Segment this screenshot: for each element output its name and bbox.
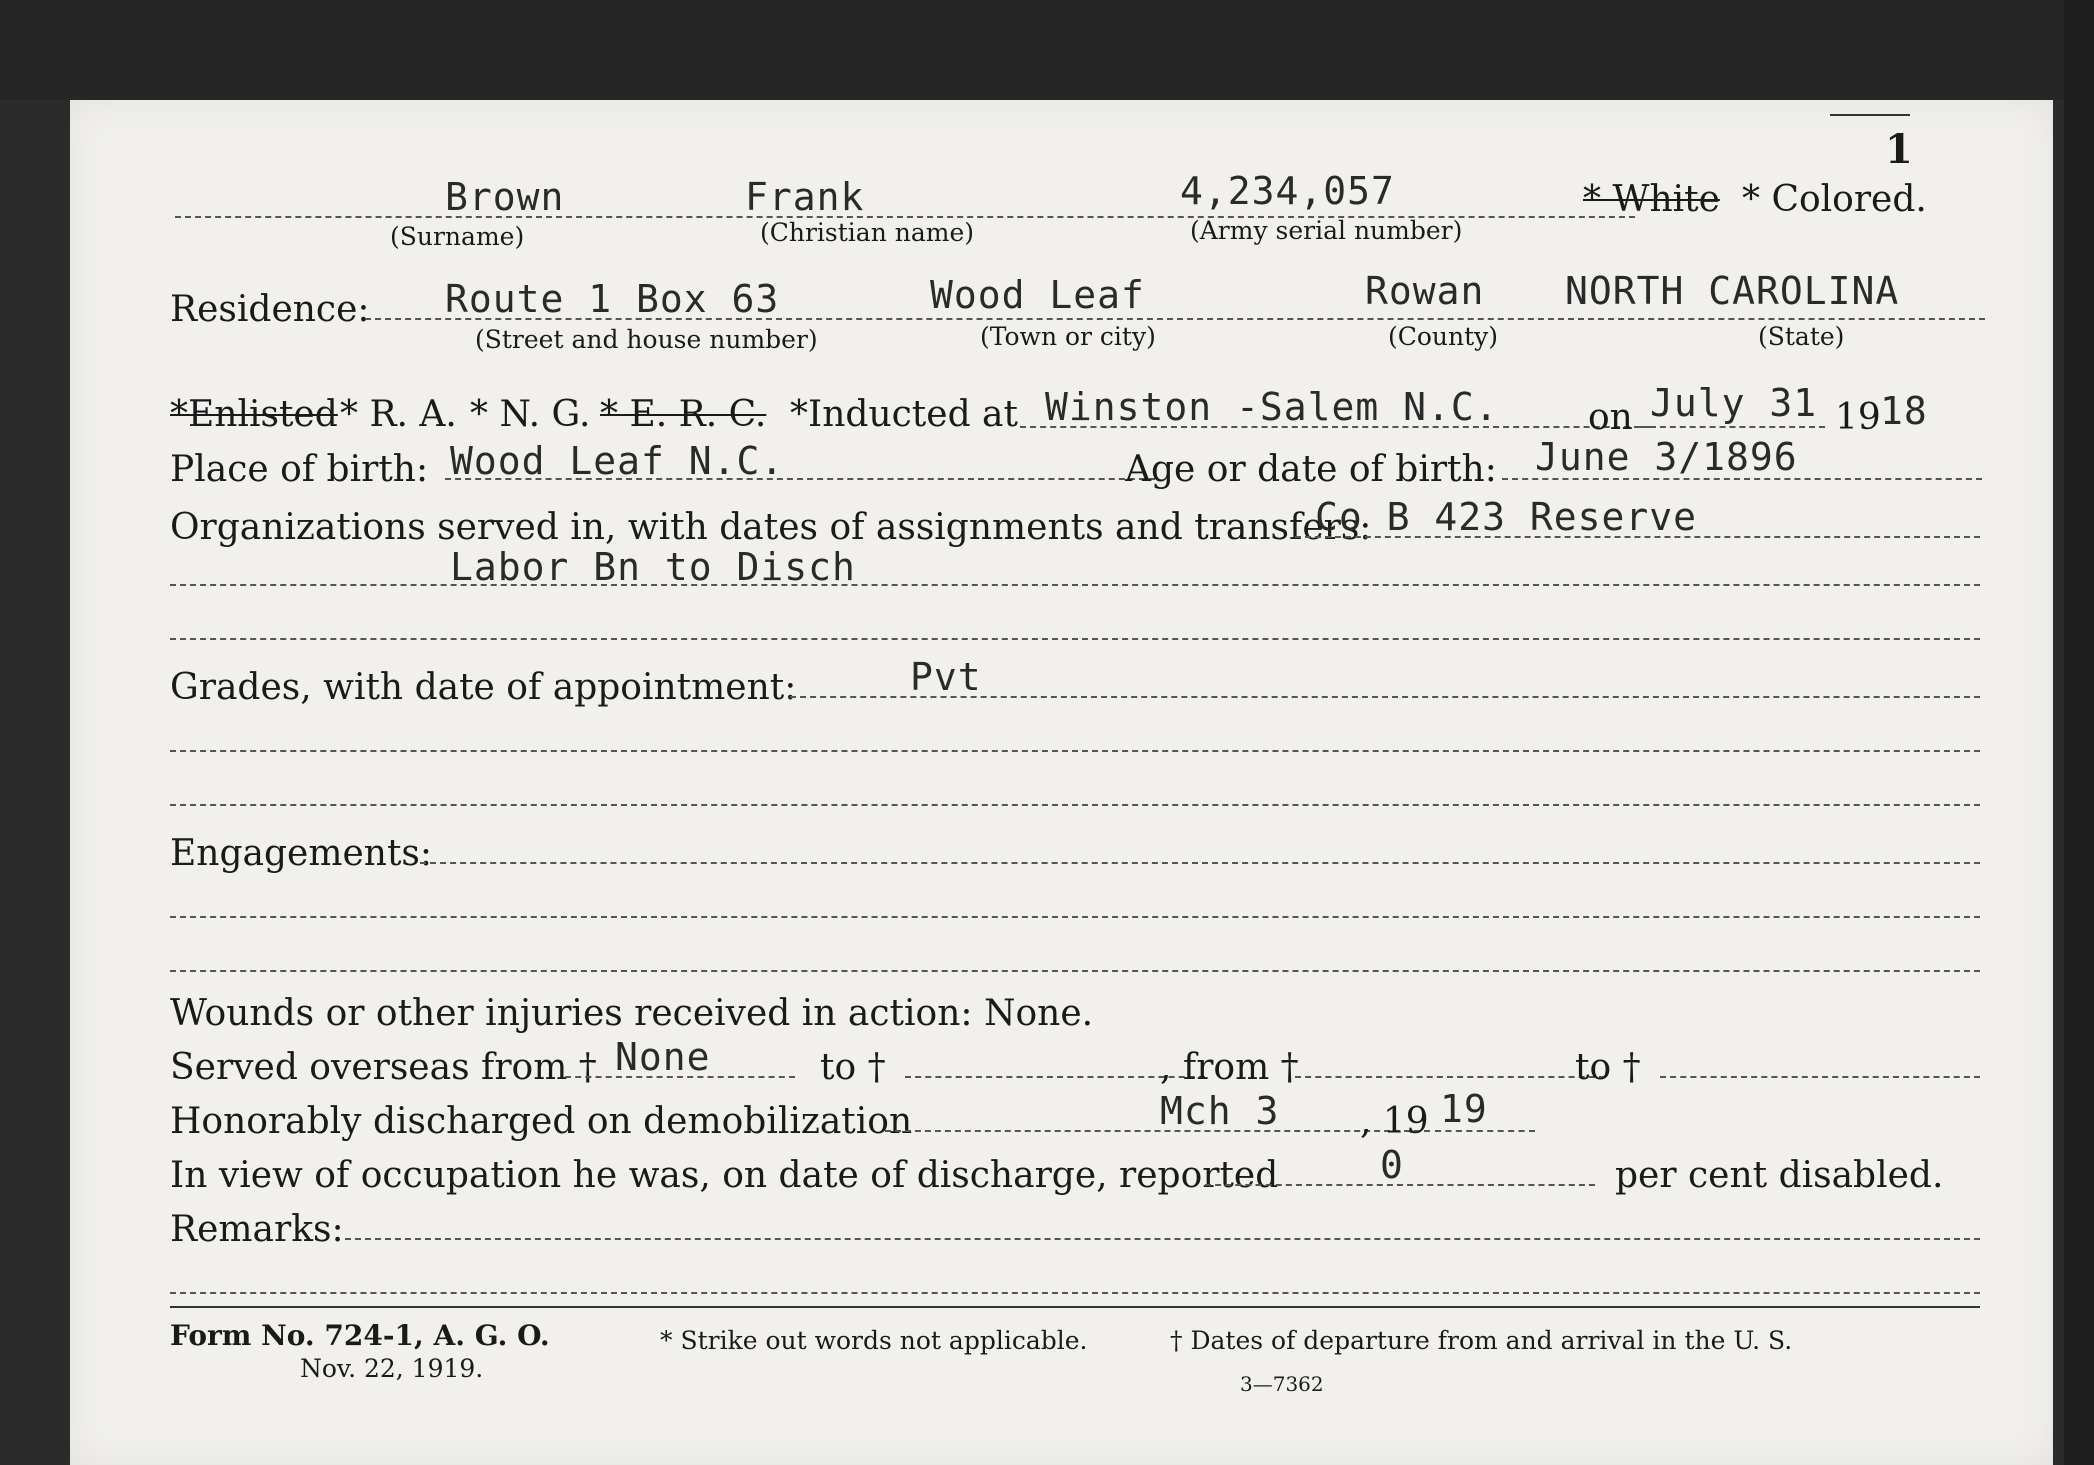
organizations-line-2: [170, 584, 1980, 586]
christian-name-value: Frank: [745, 175, 865, 219]
ra-label: * R. A.: [340, 394, 457, 435]
organizations-label: Organizations served in, with dates of assignments and transfers:: [170, 507, 1372, 548]
induction-year-value: 18: [1880, 389, 1928, 433]
surname-label: (Surname): [390, 222, 525, 251]
top-rule: [1830, 114, 1910, 116]
age-value: June 3/1896: [1535, 435, 1798, 479]
colored-label: * Colored.: [1742, 179, 1927, 220]
remarks-line-1: [345, 1238, 1980, 1240]
grades-line-3: [170, 804, 1980, 806]
remarks-line-2: [170, 1292, 1980, 1294]
street-label: (Street and house number): [475, 325, 818, 354]
surname-value: Brown: [445, 175, 565, 219]
organizations-value-2: Labor Bn to Disch: [450, 545, 856, 589]
state-label: (State): [1758, 322, 1845, 351]
state-value: NORTH CAROLINA: [1565, 269, 1900, 313]
overseas-from-label: Served overseas from †: [170, 1047, 597, 1088]
remarks-label: Remarks:: [170, 1209, 344, 1250]
scan-background-right: [2064, 0, 2094, 1465]
place-of-birth-label: Place of birth:: [170, 449, 429, 490]
footnote-dates: † Dates of departure from and arrival in the U. S.: [1170, 1326, 1793, 1355]
organizations-value-1: Co B 423 Reserve: [1315, 495, 1698, 539]
induction-date-line: [1640, 426, 1825, 428]
disability-suffix: per cent disabled.: [1615, 1155, 1944, 1196]
county-value: Rowan: [1365, 269, 1485, 313]
town-value: Wood Leaf: [930, 273, 1145, 317]
inducted-place-value: Winston -Salem N.C.: [1045, 385, 1499, 429]
overseas-from2-line: [1295, 1076, 1605, 1078]
engagements-label: Engagements:: [170, 833, 433, 874]
town-label: (Town or city): [980, 322, 1156, 351]
form-date: Nov. 22, 1919.: [300, 1354, 484, 1383]
footer-rule: [170, 1306, 1980, 1308]
discharge-year-prefix: , 19: [1360, 1101, 1429, 1142]
form-number: Form No. 724-1, A. G. O.: [170, 1319, 550, 1352]
ng-label: * N. G.: [470, 394, 591, 435]
discharge-date-value: Mch 3: [1160, 1089, 1280, 1133]
scan-background-top: [0, 0, 2094, 100]
service-record-card: [70, 100, 2053, 1465]
white-label: * White: [1583, 179, 1720, 220]
overseas-from2-label: , from †: [1160, 1047, 1299, 1088]
print-code: 3—7362: [1240, 1372, 1324, 1396]
overseas-to2-label: to †: [1575, 1047, 1641, 1088]
induction-date-value: July 31: [1650, 381, 1818, 425]
age-label: Age or date of birth:: [1125, 449, 1497, 490]
grades-label: Grades, with date of appointment:: [170, 667, 797, 708]
card-number: 1: [1885, 126, 1913, 173]
inducted-label: *Inducted at: [790, 394, 1018, 435]
discharge-date-line: [885, 1130, 1430, 1132]
organizations-line-3: [170, 638, 1980, 640]
engagements-line-3: [170, 970, 1980, 972]
county-label: (County): [1388, 322, 1499, 351]
street-value: Route 1 Box 63: [445, 277, 780, 321]
overseas-from-value: None: [615, 1035, 711, 1079]
on-label: on: [1588, 397, 1633, 438]
induction-year-prefix: 19: [1835, 397, 1881, 438]
serial-number-value: 4,234,057: [1180, 169, 1395, 213]
discharge-label: Honorably discharged on demobilization: [170, 1101, 913, 1142]
enlisted-label: *Enlisted: [170, 394, 338, 435]
wounds-label: Wounds or other injuries received in action: None.: [170, 993, 1094, 1034]
disability-label: In view of occupation he was, on date of discharge, reported: [170, 1155, 1279, 1196]
overseas-to2-line: [1660, 1076, 1980, 1078]
residence-label: Residence:: [170, 289, 370, 330]
engagements-line-1: [420, 862, 1980, 864]
overseas-to-label: to †: [820, 1047, 886, 1088]
grades-line-2: [170, 750, 1980, 752]
footnote-strike: * Strike out words not applicable.: [660, 1326, 1088, 1355]
place-of-birth-value: Wood Leaf N.C.: [450, 439, 785, 483]
discharge-year-value: 19: [1440, 1087, 1488, 1131]
engagements-line-2: [170, 916, 1980, 918]
grades-value: Pvt: [910, 655, 982, 699]
disability-value: 0: [1380, 1143, 1404, 1187]
erc-label: * E. R. C.: [600, 394, 767, 435]
serial-number-label: (Army serial number): [1190, 216, 1463, 245]
christian-name-label: (Christian name): [760, 218, 975, 247]
